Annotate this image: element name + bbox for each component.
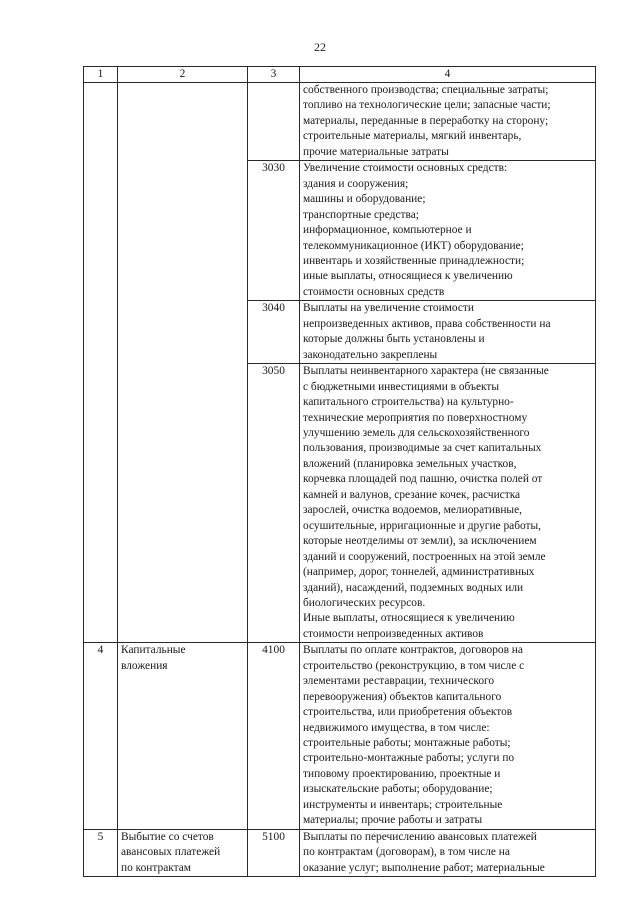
row-code-cell: 3050 xyxy=(248,364,300,643)
row-description-cell: Выплаты неинвентарного характера (не связанные с бюджетными инвестициями в объекты капитального строительства) на культурно- технические мероприятия по поверхностному улучшению земель для сельскохозяйственного пользования, производимые за счет капитальных вложений (планировка земельных участков, корчевка площадей под пашню, очистка полей от камней и валунов, срезание кочек, расчистка зарослей, очистка водоемов, мелиоративные, осушительные, ирригационные и другие работы, которые неотделимы от земли), за исключением зданий и сооружений, построенных на этой земле (например, дорог, тоннелей, административных зданий), насаждений, подземных водных или биологических ресурсов. Иные выплаты, относящиеся к увеличению стоимости непроизведенных активов xyxy=(300,364,596,643)
table-header-row xyxy=(84,67,596,83)
row-code-cell: 3030 xyxy=(248,161,300,301)
column-header-4: 4 xyxy=(300,67,596,83)
row-number-cell: 4 xyxy=(84,643,118,829)
row-description-cell: Выплаты по оплате контрактов, договоров на строительство (реконструкцию, в том числе с элементами реставрации, технического перевооружения) объектов капитального строительства, или приобретения объектов недвижимого имущества, в том числе: строительные работы; монтажные работы; строительно-монтажные работы; услуги по типовому проектированию, проектные и изыскательские работы; оборудование; инструменты и инвентарь; строительные материалы; прочие работы и затраты xyxy=(300,643,596,829)
page-number: 22 xyxy=(314,40,326,54)
table-row xyxy=(84,829,596,876)
column-header-1: 1 xyxy=(84,67,118,83)
row-number-cell xyxy=(84,83,118,643)
row-code-cell: 5100 xyxy=(248,829,300,876)
row-description-cell: Выплаты на увеличение стоимости непроизведенных активов, права собственности на которые должны быть установлены и законодательно закреплены xyxy=(300,301,596,364)
row-code-cell: 4100 xyxy=(248,643,300,829)
row-description-cell: Увеличение стоимости основных средств: здания и сооружения; машины и оборудование; транспортные средства; информационное, компьютерное и телекоммуникационное (ИКТ) оборудование; инвентарь и хозяйственные принадлежности; иные выплаты, относящиеся к увеличению стоимости основных средств xyxy=(300,161,596,301)
column-header-3: 3 xyxy=(248,67,300,83)
row-name-cell xyxy=(118,83,248,643)
row-description-cell: собственного производства; специальные затраты; топливо на технологические цели; запасные части; материалы, переданные в переработку на сторону; строительные материалы, мягкий инвентарь, прочие материальные затраты xyxy=(300,83,596,161)
budget-codes-table xyxy=(83,66,596,877)
row-name-cell: Выбытие со счетов авансовых платежей по контрактам xyxy=(118,829,248,876)
row-number-cell: 5 xyxy=(84,829,118,876)
row-name-cell: Капитальные вложения xyxy=(118,643,248,829)
table-row xyxy=(84,643,596,829)
table-row xyxy=(84,83,596,161)
row-description-cell: Выплаты по перечислению авансовых платежей по контрактам (договорам), в том числе на оказание услуг; выполнение работ; материальные xyxy=(300,829,596,876)
column-header-2: 2 xyxy=(118,67,248,83)
row-code-cell xyxy=(248,83,300,161)
row-code-cell: 3040 xyxy=(248,301,300,364)
